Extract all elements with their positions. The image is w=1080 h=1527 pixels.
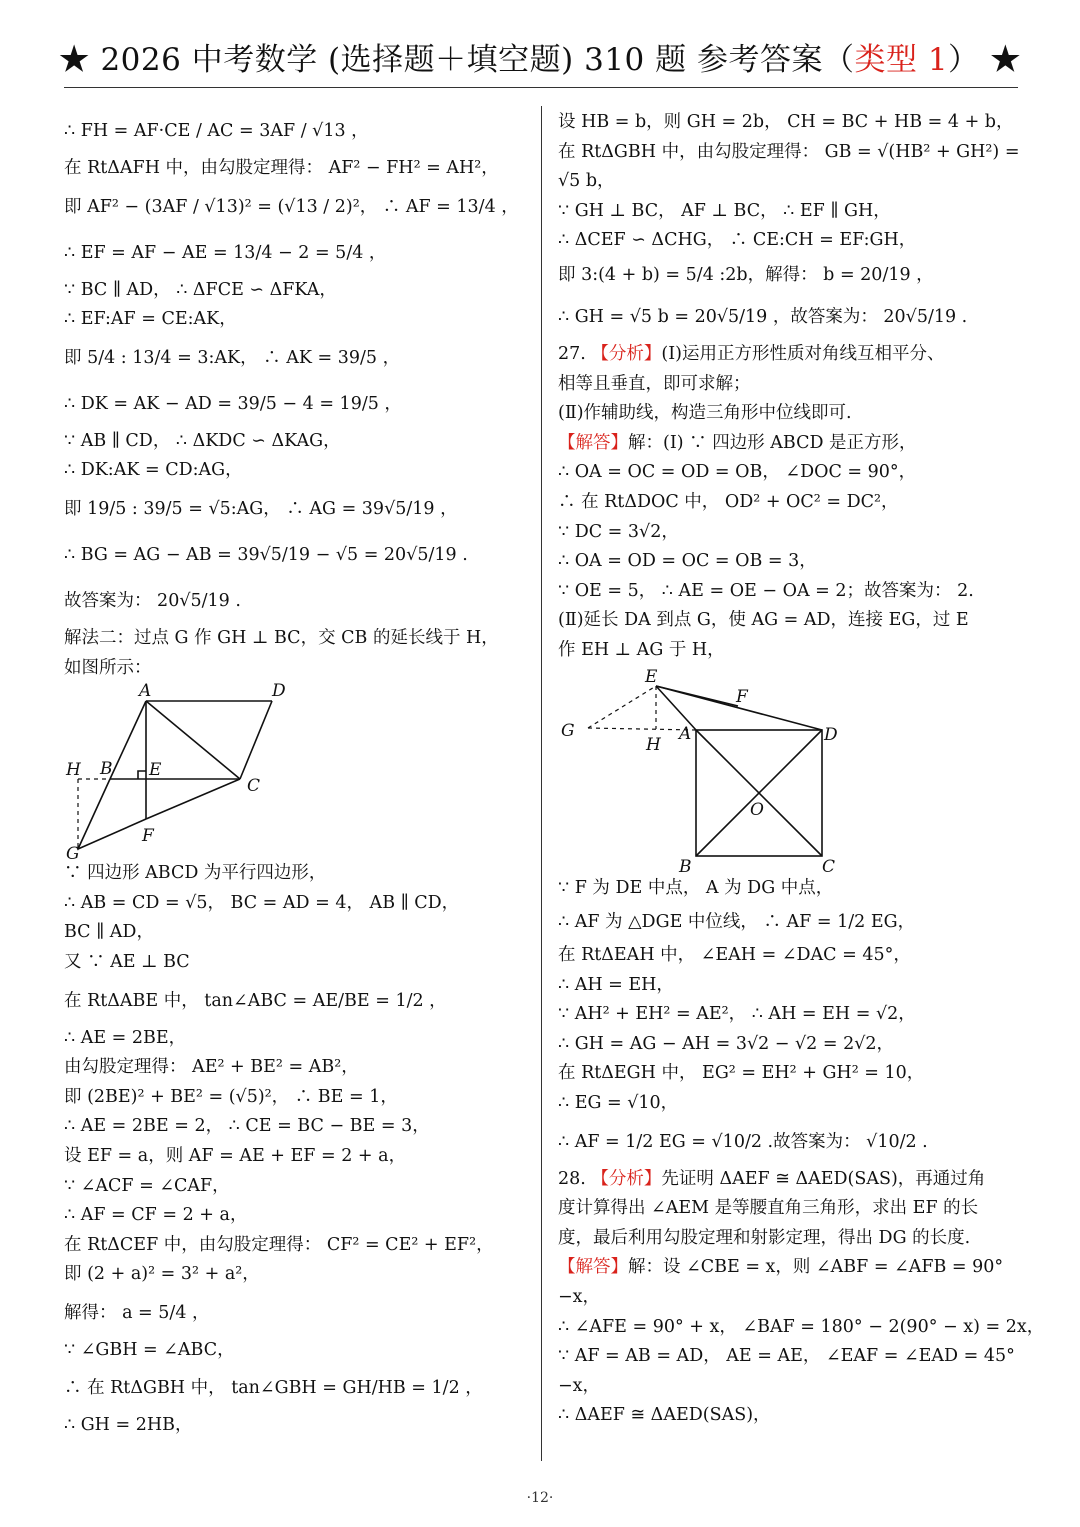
text-line: ∴ EG = √10， bbox=[558, 1093, 679, 1114]
star-icon: ★ bbox=[58, 42, 91, 78]
right-column bbox=[558, 108, 1045, 1431]
text-line: ∵ OE = 5， ∴ AE = OE − OA = 2；故答案为： 2. bbox=[558, 580, 974, 601]
text-line: ∵ GH ⊥ BC， AF ⊥ BC， ∴ EF ∥ GH， bbox=[558, 200, 891, 221]
label-G: G bbox=[561, 720, 575, 741]
text-line: ∵ BC ∥ AD， ∴ ΔFCE ∽ ΔFKA， bbox=[64, 279, 337, 300]
label-G: G bbox=[66, 844, 80, 860]
text-line: ∴ BG = AG − AB = 39√5/19 − √5 = 20√5/19 . bbox=[64, 544, 468, 565]
text-line: 在 RtΔEGH 中， EG² = EH² + GH² = 10， bbox=[558, 1063, 925, 1084]
text-line: ∵ DC = 3√2， bbox=[558, 521, 679, 542]
text-line: ∴ GH = 2HB， bbox=[64, 1415, 193, 1436]
section-tag: 【解答】 bbox=[558, 432, 628, 453]
text-line: 【解答】解：设 ∠CBE = x，则 ∠ABF = ∠AFB = 90° bbox=[558, 1257, 1004, 1278]
text-line: ∴ AB = CD = √5， BC = AD = 4， AB ∥ CD， bbox=[64, 892, 460, 913]
left-column bbox=[64, 108, 532, 1441]
label-B: B bbox=[100, 759, 113, 780]
label-C: C bbox=[822, 856, 836, 874]
text-line: 设 EF = a，则 AF = AE + EF = 2 + a， bbox=[64, 1145, 407, 1166]
text-line: ∴ 在 RtΔDOC 中， OD² + OC² = DC²， bbox=[558, 491, 899, 512]
label-O: O bbox=[750, 799, 764, 820]
text-line: BC ∥ AD， bbox=[64, 922, 154, 943]
text-line: 如图所示： bbox=[64, 657, 152, 678]
section-tag: 【分析】 bbox=[591, 1168, 662, 1189]
text-line: 即 19/5 : 39/5 = √5:AG， ∴ AG = 39√5/19 ， bbox=[64, 498, 458, 519]
text-line: ∴ ∠AFE = 90° + x， ∠BAF = 180° − 2(90° − x) = 2x， bbox=[558, 1316, 1045, 1337]
label-D: D bbox=[272, 683, 286, 702]
text-line: ∴ AE = 2BE = 2， ∴ CE = BC − BE = 3， bbox=[64, 1116, 430, 1137]
right-solution-part1 bbox=[558, 108, 1020, 666]
header-type: 类型 1 bbox=[854, 42, 949, 78]
text-line: 作 EH ⊥ AG 于 H， bbox=[558, 639, 725, 660]
text-line: ∴ FH = AF·CE / AC = 3AF / √13 ， bbox=[64, 121, 369, 141]
page-number: ·12· bbox=[526, 1490, 554, 1506]
right-solution-part2 bbox=[558, 874, 1045, 1432]
text-line: ∵ AH² + EH² = AE²， ∴ AH = EH = √2， bbox=[558, 1004, 916, 1025]
label-C: C bbox=[247, 776, 261, 797]
label-F: F bbox=[736, 686, 748, 707]
text-line: 解法二：过点 G 作 GH ⊥ BC，交 CB 的延长线于 H， bbox=[64, 627, 499, 648]
text-line: 故答案为： 20√5/19 . bbox=[64, 590, 241, 611]
text-line: 由勾股定理得： AE² + BE² = AB²， bbox=[64, 1057, 359, 1078]
text-line: ∴ OA = OD = OC = OB = 3， bbox=[558, 551, 817, 572]
text-line: ∴ AF = 1/2 EG = √10/2 .故答案为： √10/2 . bbox=[558, 1131, 928, 1152]
text-line: 在 RtΔABE 中， tan∠ABC = AE/BE = 1/2 ， bbox=[64, 990, 447, 1011]
label-D: D bbox=[824, 724, 838, 745]
text-line: −x， bbox=[558, 1287, 601, 1308]
text-line: ∴ OA = OC = OD = OB， ∠DOC = 90°， bbox=[558, 462, 917, 483]
text-line: 即 3:(4 + b) = 5/4 :2b，解得： b = 20/19 ， bbox=[558, 264, 934, 285]
label-A: A bbox=[139, 683, 152, 702]
text-line: 又 ∵ AE ⊥ BC bbox=[64, 951, 190, 972]
text-line: ∴ ΔCEF ∽ ΔCHG， ∴ CE:CH = EF:GH， bbox=[558, 230, 917, 251]
text-line: ∵ ∠ACF = ∠CAF， bbox=[64, 1175, 230, 1196]
text-line: 即 (2BE)² + BE² = (√5)²， ∴ BE = 1， bbox=[64, 1086, 398, 1107]
section-tag: 【解答】 bbox=[558, 1257, 628, 1278]
text-line: 即 (2 + a)² = 3² + a²， bbox=[64, 1264, 260, 1285]
text-line: ∴ AE = 2BE， bbox=[64, 1027, 187, 1048]
label-E: E bbox=[149, 760, 162, 781]
text-line: 度，最后利用勾股定理和射影定理，得出 DG 的长度. bbox=[558, 1227, 971, 1248]
text-line: ∴ AF 为 △DGE 中位线， ∴ AF = 1/2 EG， bbox=[558, 912, 916, 933]
text-line: 28. 【分析】先证明 ΔAEF ≅ ΔAED(SAS)，再通过角 bbox=[558, 1168, 986, 1189]
square-figure bbox=[558, 666, 878, 874]
text-line: ∴ 在 RtΔGBH 中， tan∠GBH = GH/HB = 1/2 ， bbox=[64, 1378, 483, 1399]
text-line: 相等且垂直，即可求解； bbox=[558, 373, 751, 394]
text-line: 在 RtΔAFH 中，由勾股定理得： AF² − FH² = AH²， bbox=[64, 158, 499, 178]
header-close: ） bbox=[948, 42, 980, 78]
text-line: 在 RtΔGBH 中，由勾股定理得： GB = √(HB² + GH²) = bbox=[558, 141, 1020, 162]
text-line: √5 b， bbox=[558, 171, 615, 192]
text-line: ∵ ∠GBH = ∠ABC， bbox=[64, 1339, 235, 1360]
section-tag: 【分析】 bbox=[591, 343, 662, 364]
text-line: ∵ AF = AB = AD， AE = AE， ∠EAF = ∠EAD = 45° bbox=[558, 1346, 1015, 1367]
text-line: 即 5/4 : 13/4 = 3:AK， ∴ AK = 39/5 ， bbox=[64, 347, 401, 368]
parallelogram-figure bbox=[64, 683, 344, 859]
text-line: ∴ EF:AF = CE:AK， bbox=[64, 309, 237, 330]
text-line: 27. 【分析】(Ⅰ)运用正方形性质对角线互相平分、 bbox=[558, 343, 945, 364]
text-line: ∵ 四边形 ABCD 为平行四边形， bbox=[64, 863, 327, 884]
text-line: ∴ GH = AG − AH = 3√2 − √2 = 2√2， bbox=[558, 1033, 895, 1054]
header-title: 2026 中考数学 (选择题＋填空题) 310 题 参考答案（ bbox=[90, 42, 855, 78]
text-line: ∴ EF = AF − AE = 13/4 − 2 = 5/4 ， bbox=[64, 242, 387, 263]
text-line: 设 HB = b，则 GH = 2b， CH = BC + HB = 4 + b， bbox=[558, 112, 1014, 132]
page-header bbox=[0, 34, 1080, 79]
text-line: (Ⅱ)作辅助线，构造三角形中位线即可. bbox=[558, 403, 852, 424]
label-B: B bbox=[679, 856, 692, 874]
text-line: ∴ AH = EH， bbox=[558, 974, 674, 995]
text-line: ∴ ΔAEF ≅ ΔAED(SAS)， bbox=[558, 1405, 771, 1426]
text-line: 度计算得出 ∠AEM 是等腰直角三角形，求出 EF 的长 bbox=[558, 1198, 979, 1219]
label-F: F bbox=[142, 826, 154, 847]
left-solution-part2 bbox=[64, 859, 532, 1441]
text-line: 解得： a = 5/4 ， bbox=[64, 1302, 210, 1323]
label-H: H bbox=[66, 760, 81, 781]
text-line: 在 RtΔCEF 中，由勾股定理得： CF² = CE² + EF²， bbox=[64, 1234, 494, 1255]
text-line: (Ⅱ)延长 DA 到点 G，使 AG = AD，连接 EG，过 E bbox=[558, 610, 969, 631]
label-E: E bbox=[645, 666, 658, 687]
star-icon: ★ bbox=[989, 42, 1022, 78]
text-line: −x， bbox=[558, 1375, 601, 1396]
text-line: ∵ F 为 DE 中点， A 为 DG 中点， bbox=[558, 877, 834, 898]
label-A: A bbox=[679, 723, 692, 744]
header-rule bbox=[64, 87, 1018, 88]
text-line: ∴ DK:AK = CD:AG， bbox=[64, 460, 243, 481]
text-line: ∴ DK = AK − AD = 39/5 − 4 = 19/5 ， bbox=[64, 393, 402, 414]
column-divider bbox=[541, 106, 542, 1461]
label-H: H bbox=[646, 734, 661, 755]
left-solution-part1 bbox=[64, 108, 532, 683]
text-line: ∴ GH = √5 b = 20√5/19 ，故答案为： 20√5/19 . bbox=[558, 306, 968, 327]
text-line: ∵ AB ∥ CD， ∴ ΔKDC ∽ ΔKAG， bbox=[64, 430, 341, 451]
text-line: ∴ AF = CF = 2 + a， bbox=[64, 1205, 248, 1226]
text-line: 【解答】解：(Ⅰ) ∵ 四边形 ABCD 是正方形， bbox=[558, 432, 917, 453]
text-line: 即 AF² − (3AF / √13)² = (√13 / 2)²， ∴ AF = 13/4 ， bbox=[64, 196, 519, 217]
text-line: 在 RtΔEAH 中， ∠EAH = ∠DAC = 45°， bbox=[558, 945, 911, 966]
